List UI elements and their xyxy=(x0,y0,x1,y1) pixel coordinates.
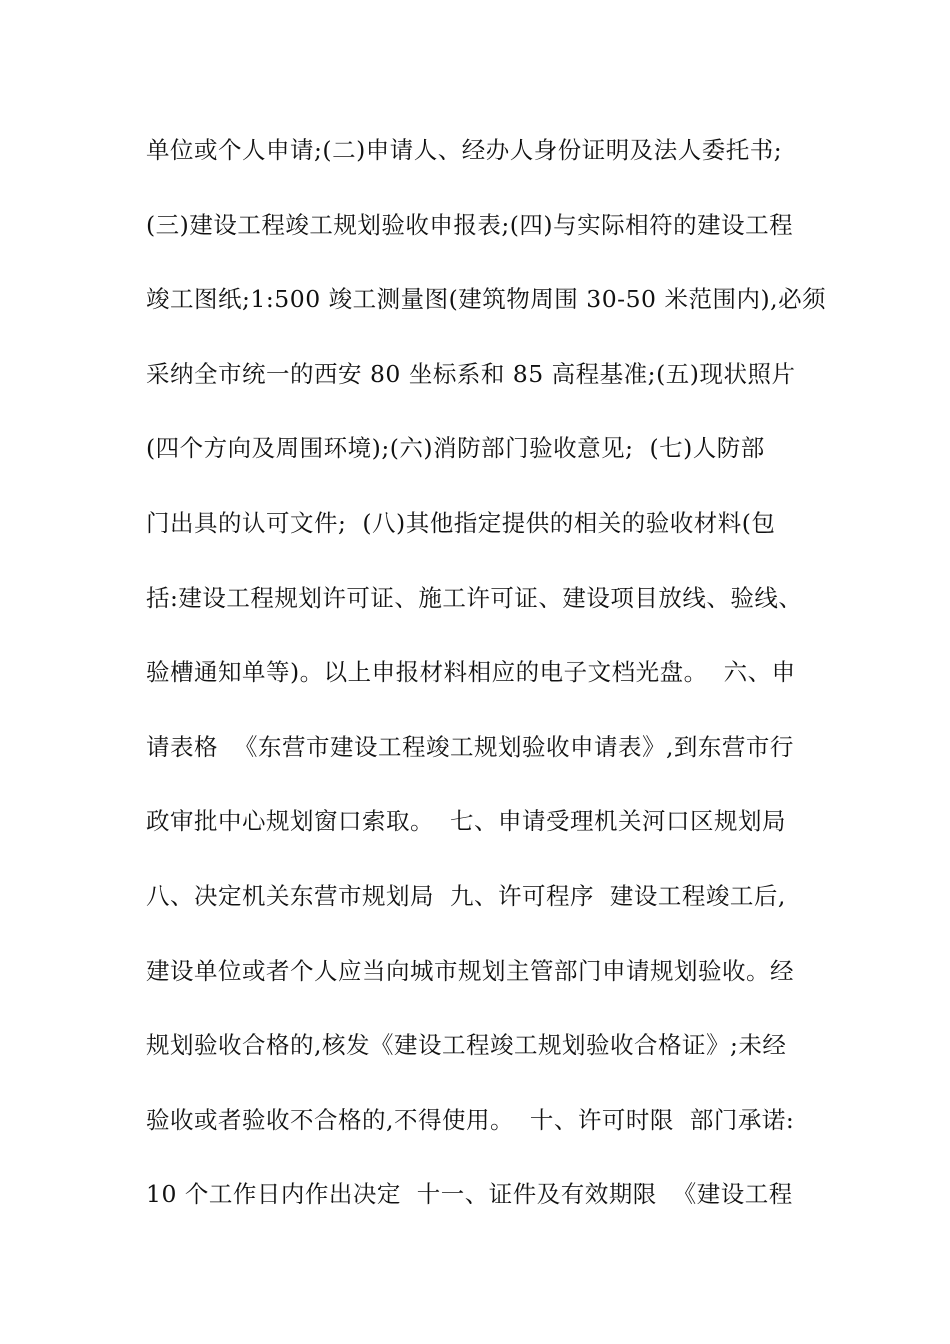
text-line: 10 个工作日内作出决定 十一、证件及有效期限 《建设工程 xyxy=(146,1180,793,1209)
text-line: 括:建设工程规划许可证、施工许可证、建设项目放线、验线、 xyxy=(146,583,803,612)
text-line: 政审批中心规划窗口索取。 七、申请受理机关河口区规划局 xyxy=(146,807,786,836)
text-line: (四个方向及周围环境);(六)消防部门验收意见; (七)人防部 xyxy=(146,434,765,463)
text-line: 单位或个人申请;(二)申请人、经办人身份证明及法人委托书; xyxy=(146,136,783,164)
text-line: 八、决定机关东营市规划局 九、许可程序 建设工程竣工后, xyxy=(146,881,786,910)
text-line: 验收或者验收不合格的,不得使用。 十、许可时限 部门承诺: xyxy=(146,1105,795,1134)
text-line: 门出具的认可文件; (八)其他指定提供的相关的验收材料(包 xyxy=(146,508,776,537)
body-text xyxy=(146,130,826,1249)
text-line: 建设单位或者个人应当向城市规划主管部门申请规划验收。经 xyxy=(146,956,794,985)
text-line: 验槽通知单等)。以上申报材料相应的电子文档光盘。 六、申 xyxy=(146,658,796,687)
text-line: (三)建设工程竣工规划验收申报表;(四)与实际相符的建设工程 xyxy=(146,210,794,239)
text-line: 竣工图纸;1:500 竣工测量图(建筑物周围 30-50 米范围内),必须 xyxy=(146,285,827,314)
text-line: 规划验收合格的,核发《建设工程竣工规划验收合格证》;未经 xyxy=(146,1031,787,1060)
text-line: 采纳全市统一的西安 80 坐标系和 85 高程基准;(五)现状照片 xyxy=(146,359,796,388)
text-line: 请表格 《东营市建设工程竣工规划验收申请表》,到东营市行 xyxy=(146,732,794,761)
